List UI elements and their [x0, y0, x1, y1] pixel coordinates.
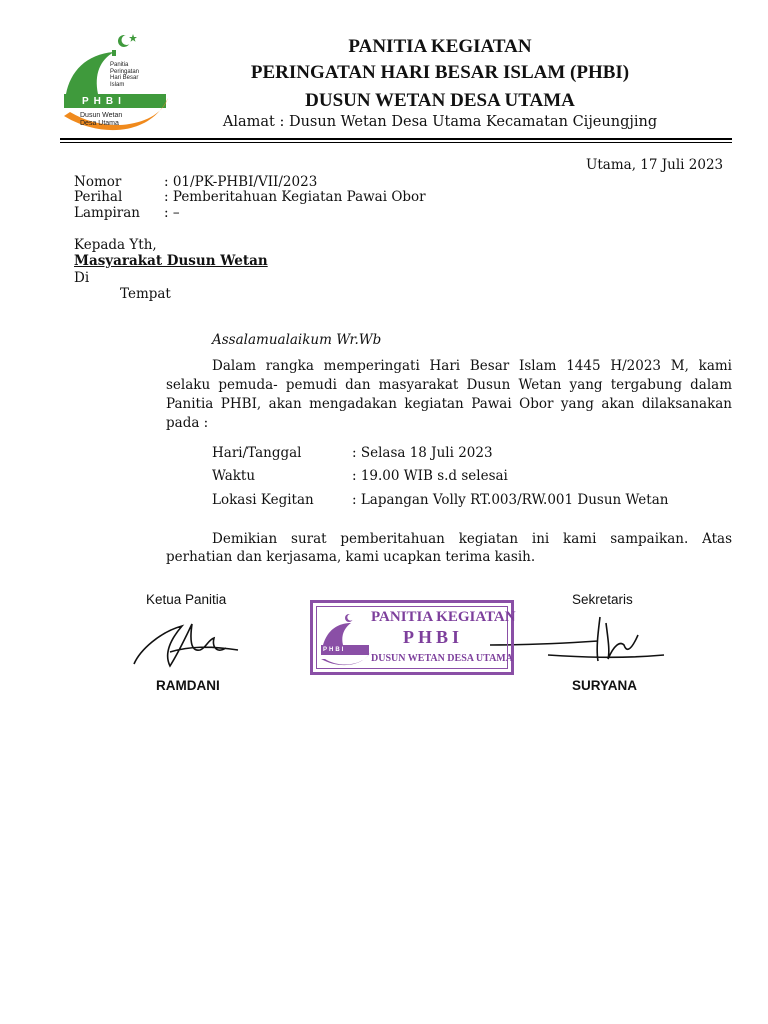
header-line-1: PANITIA KEGIATAN: [348, 36, 532, 57]
letter-date: Utama, 17 Juli 2023: [586, 157, 724, 173]
committee-stamp: [310, 600, 514, 675]
detail-value-location: : Lapangan Volly RT.003/RW.001 Dusun Wetan: [352, 492, 669, 508]
meta-label-perihal: Perihal: [74, 189, 123, 205]
detail-label-date: Hari/Tanggal: [212, 445, 302, 461]
stamp-line-1: PANITIA KEGIATAN: [371, 609, 516, 625]
meta-label-lampiran: Lampiran: [74, 205, 140, 221]
stamp-line-2: PHBI: [403, 627, 464, 647]
signature-right-title: Sekretaris: [572, 592, 633, 607]
header-line-3: DUSUN WETAN DESA UTAMA: [305, 90, 575, 111]
recipient-name: Masyarakat Dusun Wetan: [74, 253, 268, 269]
detail-label-time: Waktu: [212, 468, 256, 484]
closing-first-line: Demikian surat pemberitahuan kegiatan ini kami sampaikan. Atas: [212, 531, 732, 547]
stamp-emblem-icon: [319, 611, 373, 667]
greeting: Assalamualaikum Wr.Wb: [212, 332, 382, 348]
signature-left-scribble: [130, 620, 250, 670]
logo-sub-line: Desa Utama: [80, 119, 119, 127]
header-rule-thin: [60, 142, 732, 143]
logo-line: Peringatan: [110, 68, 140, 75]
meta-label-nomor: Nomor: [74, 174, 122, 190]
detail-value-time: : 19.00 WIB s.d selesai: [352, 468, 508, 484]
header-address: Alamat : Dusun Wetan Desa Utama Kecamatan Cijeungjing: [222, 114, 658, 130]
recipient-to: Kepada Yth,: [74, 237, 157, 253]
phbi-logo: [60, 32, 172, 136]
logo-line: Islam: [110, 81, 125, 88]
body-paragraph-first-line: Dalam rangka memperingati Hari Besar Islam 1445 H/2023 M, kami: [212, 358, 732, 374]
header-line-2: PERINGATAN HARI BESAR ISLAM (PHBI): [250, 62, 630, 83]
logo-line: Panitia: [110, 62, 129, 68]
detail-value-date: : Selasa 18 Juli 2023: [352, 445, 493, 461]
stamp-badge: PHBI: [323, 647, 346, 653]
signature-left-name: RAMDANI: [156, 678, 220, 693]
recipient-di: Di: [74, 270, 90, 286]
closing-paragraph: perhatian dan kerjasama, kami ucapkan terima kasih.: [166, 549, 536, 565]
logo-line: Hari Besar: [110, 75, 139, 81]
header-rule-thick: [60, 138, 732, 140]
signature-right-name: SURYANA: [572, 678, 638, 693]
logo-sub-line: Dusun Wetan: [80, 112, 123, 119]
meta-value-perihal: : Pemberitahuan Kegiatan Pawai Obor: [164, 189, 426, 205]
body-paragraph: selaku pemuda- pemudi dan masyarakat Dusun Wetan yang tergabung dalam Panitia PHBI, akan mengadakan kegiatan Pawai Obor yang akan dilaksanakan pada :: [166, 377, 732, 431]
meta-value-nomor: : 01/PK-PHBI/VII/2023: [164, 174, 318, 190]
logo-badge: PHBI: [82, 96, 126, 107]
recipient-place: Tempat: [120, 286, 171, 302]
detail-label-location: Lokasi Kegitan: [212, 492, 314, 508]
stamp-line-3: DUSUN WETAN DESA UTAMA: [371, 653, 513, 664]
signature-left-title: Ketua Panitia: [146, 592, 227, 607]
meta-value-lampiran: : –: [164, 205, 180, 221]
